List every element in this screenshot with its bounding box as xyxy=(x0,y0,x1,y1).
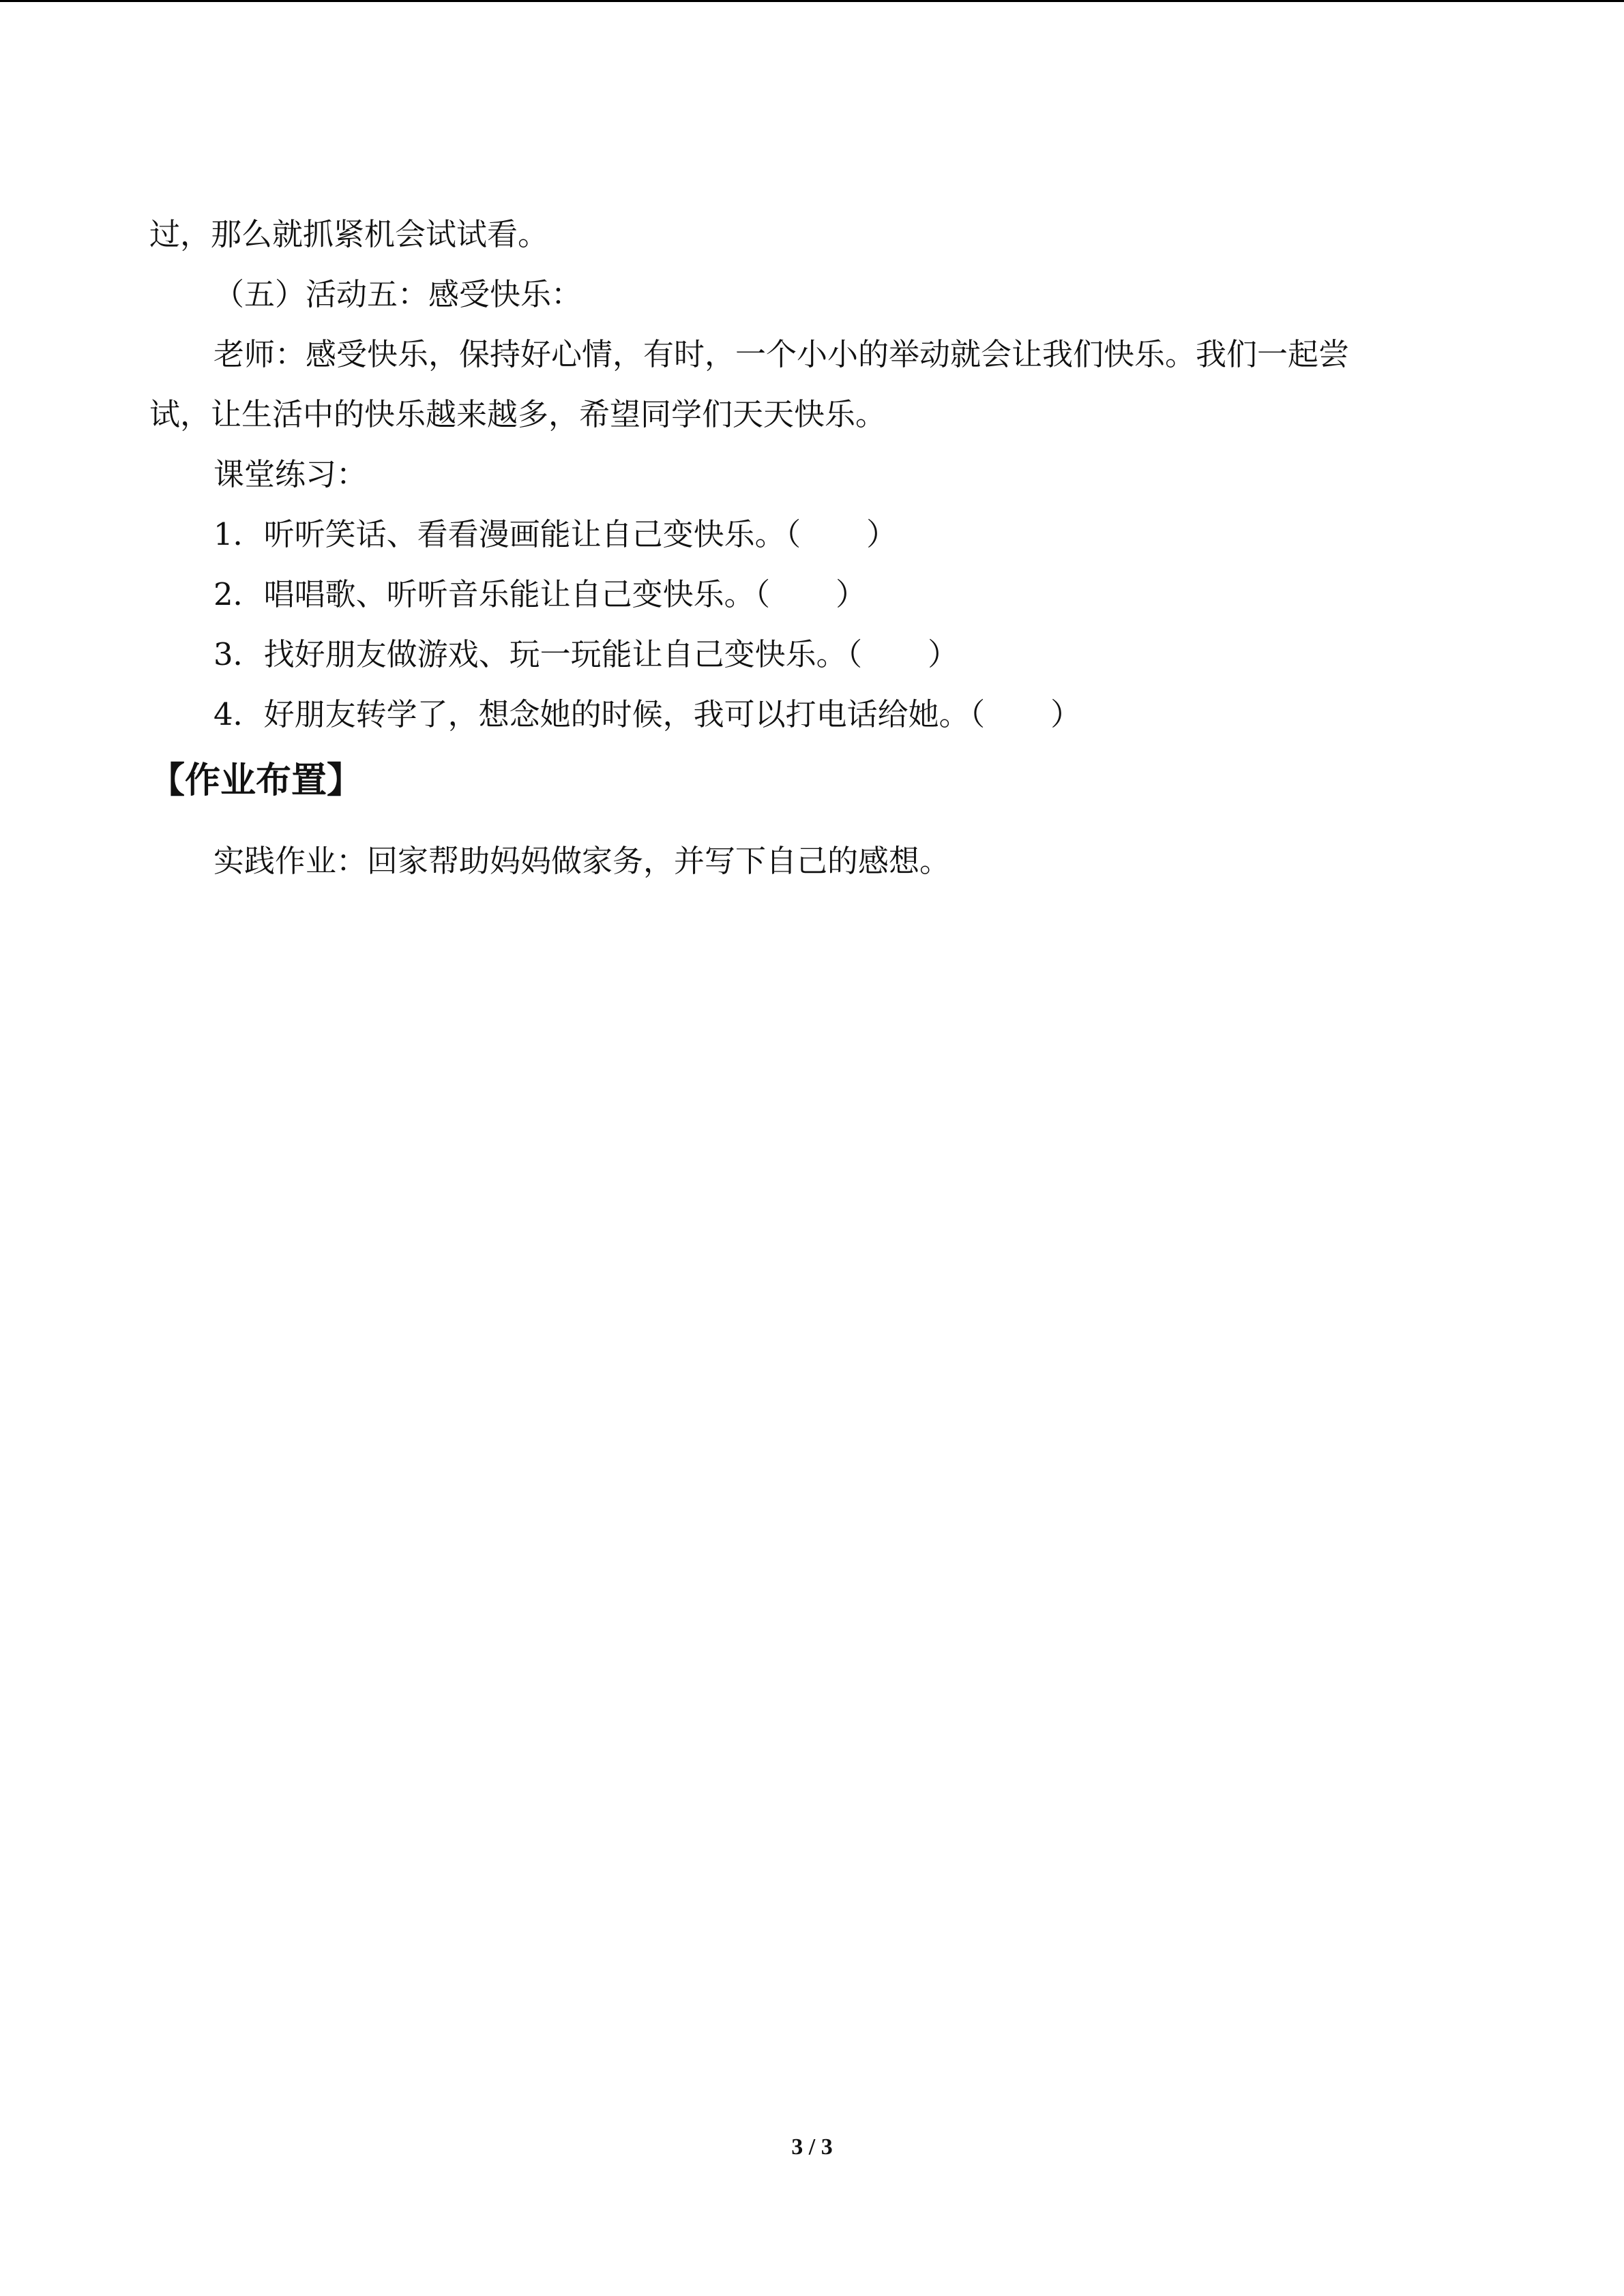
exercise-item-4 xyxy=(213,694,1081,735)
exercise-text: 3．找好朋友做游戏、玩一玩能让自己变快乐。（ xyxy=(213,636,863,672)
paragraph-continuation: 过，那么就抓紧机会试试看。 xyxy=(149,216,549,252)
exercise-close-paren: ） xyxy=(866,516,898,552)
exercise-text: 1．听听笑话、看看漫画能让自己变快乐。（ xyxy=(213,516,801,552)
homework-content: 实践作业：回家帮助妈妈做家务，并写下自己的感想。 xyxy=(213,843,951,879)
top-border-line xyxy=(0,0,1624,2)
page-number: 3 / 3 xyxy=(791,2134,833,2160)
exercise-item-1 xyxy=(213,514,897,555)
teacher-paragraph-line-1: 老师：感受快乐，保持好心情，有时，一个小小的举动就会让我们快乐。我们一起尝 xyxy=(213,336,1350,372)
exercise-close-paren: ） xyxy=(1050,696,1082,732)
homework-heading: 【作业布置】 xyxy=(149,760,363,801)
teacher-paragraph-line-2: 试，让生活中的快乐越来越多，希望同学们天天快乐。 xyxy=(149,396,887,432)
exercise-text: 2．唱唱歌、听听音乐能让自己变快乐。（ xyxy=(213,576,771,612)
exercise-close-paren: ） xyxy=(836,576,867,612)
exercise-close-paren: ） xyxy=(928,636,959,672)
activity-five-title: （五）活动五：感受快乐： xyxy=(213,276,582,312)
exercise-text: 4．好朋友转学了，想念她的时候，我可以打电话给她。（ xyxy=(213,696,986,732)
exercise-item-2 xyxy=(213,574,866,615)
exercise-item-3 xyxy=(213,634,958,675)
practice-title: 课堂练习： xyxy=(213,456,368,492)
